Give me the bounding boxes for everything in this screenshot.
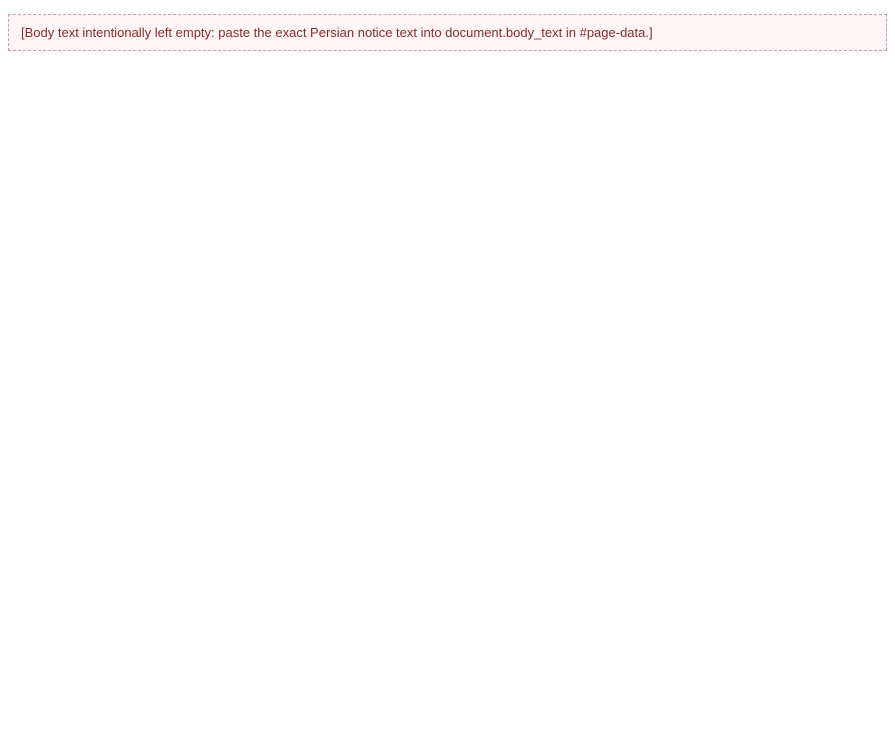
transcription-needed-note: [Body text intentionally left empty: paste the exact Persian notice text into document.body_text in #page-data.] [8,14,887,51]
